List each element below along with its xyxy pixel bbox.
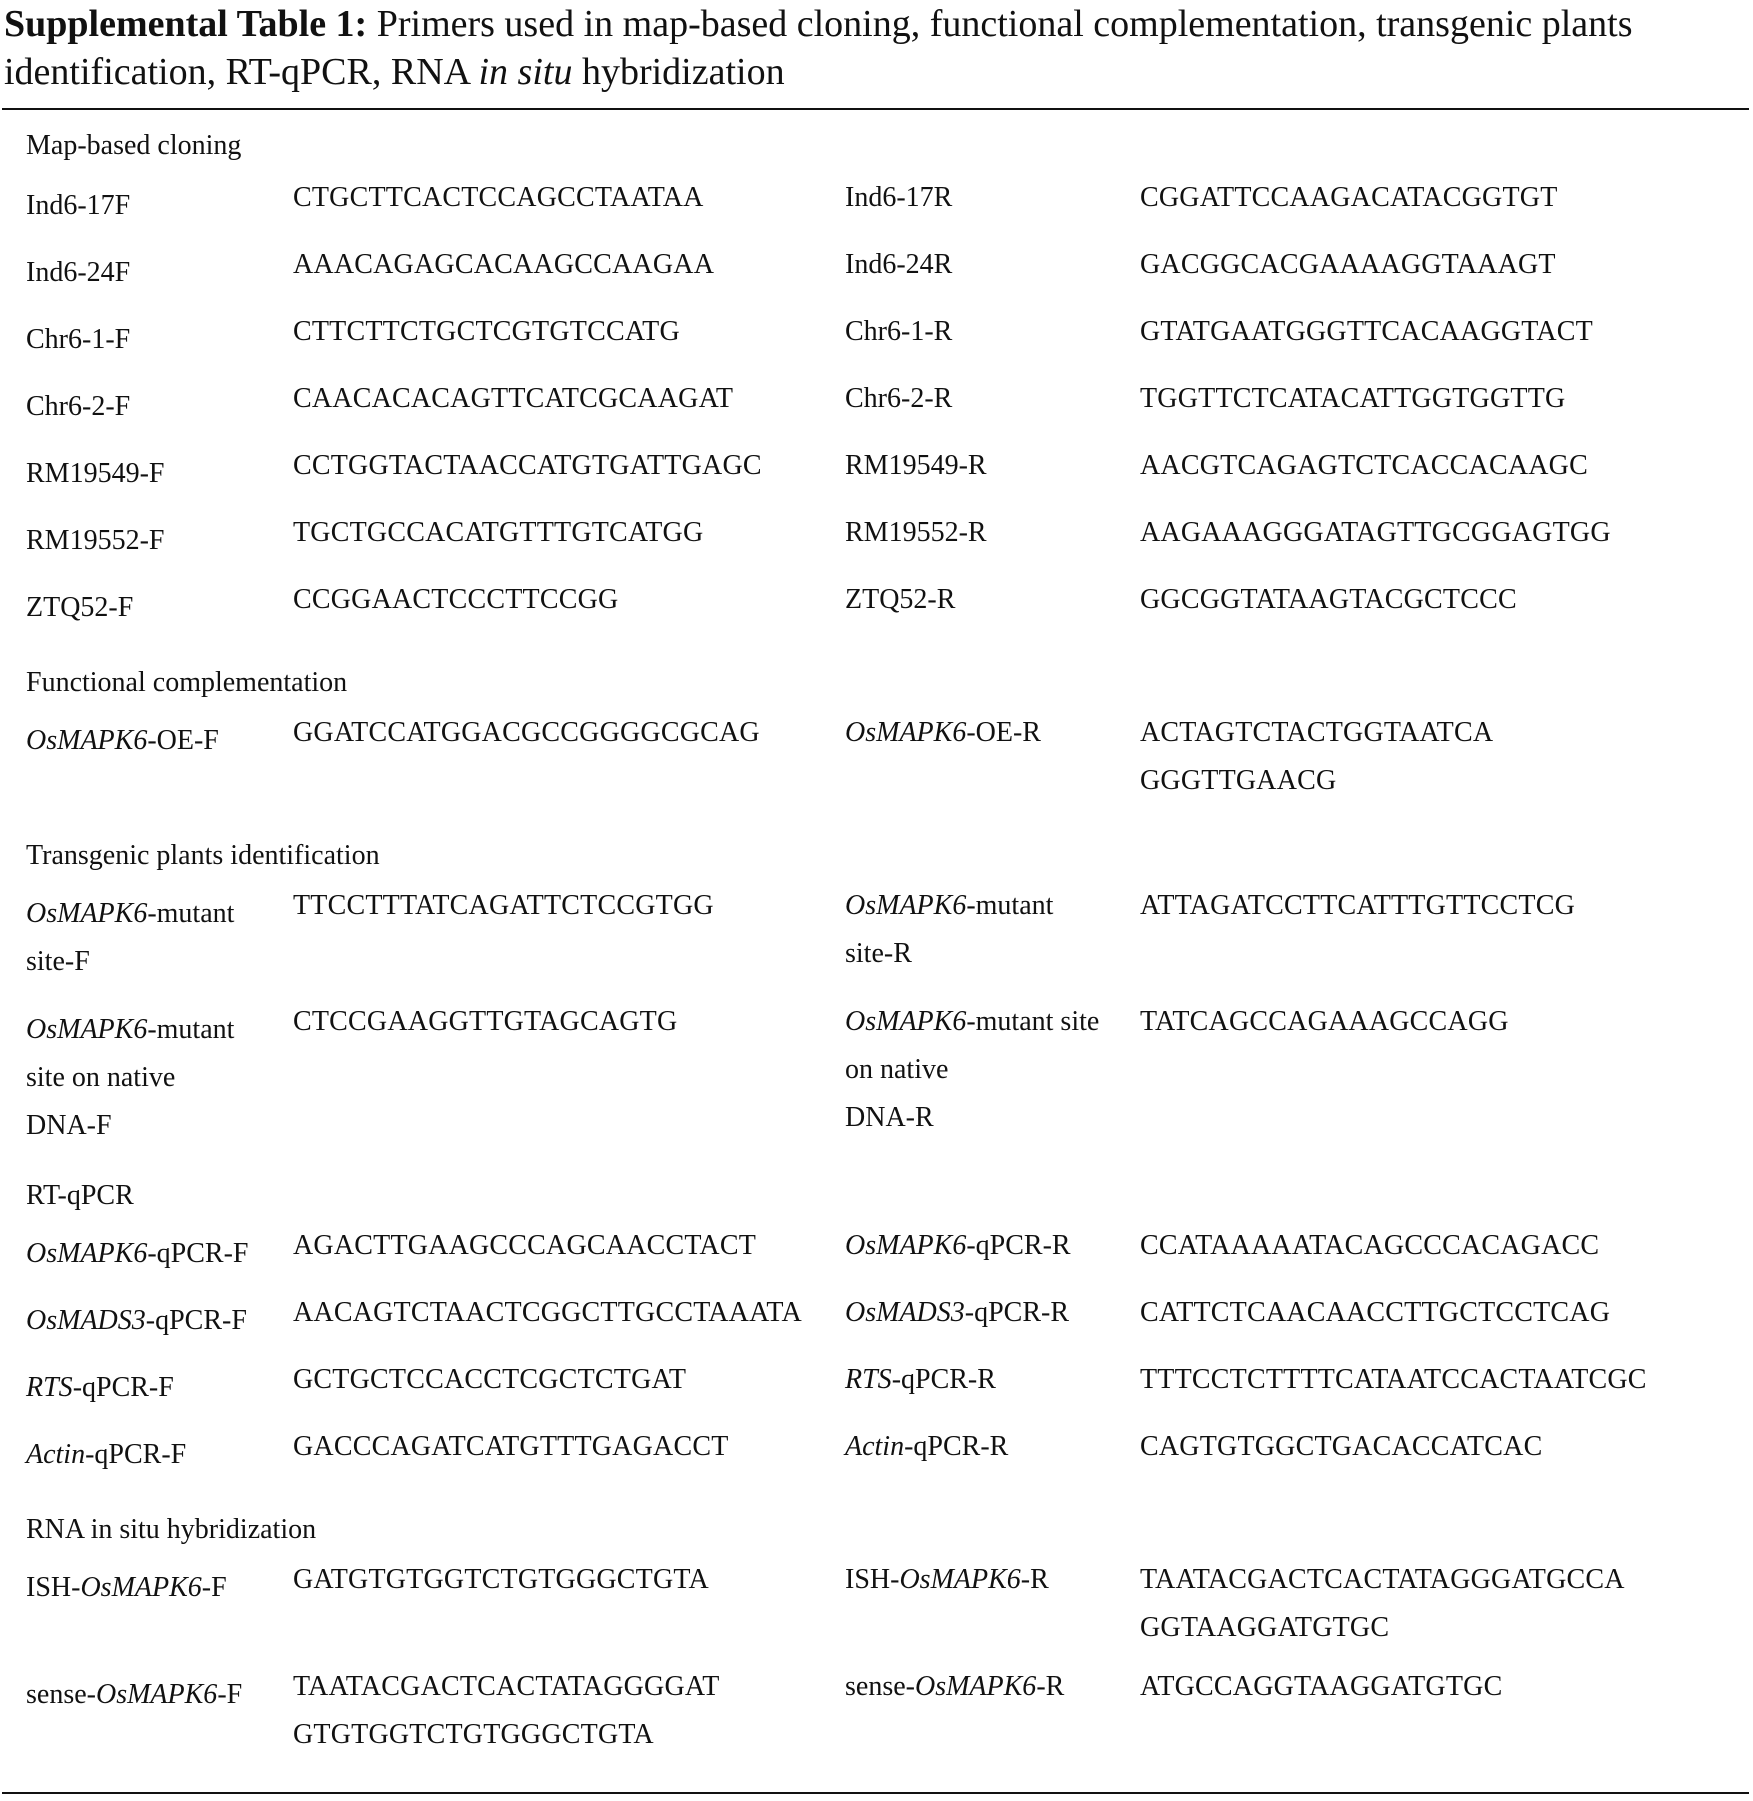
reverse-primer-sequence: CAGTGTGGCTGACACCATCAC [1140, 1431, 1543, 1462]
table-row [0, 1663, 1753, 1770]
forward-primer-name: ISH-OsMAPK6-F [26, 1572, 227, 1603]
reverse-primer-name: sense-OsMAPK6-R [845, 1671, 1065, 1702]
table-row [0, 998, 1753, 1156]
forward-primer-sequence: CAACACACAGTTCATCGCAAGAT [293, 383, 734, 414]
table-row [0, 1222, 1753, 1289]
reverse-primer-sequence: CCATAAAAATACAGCCCACAGACC [1140, 1230, 1600, 1261]
forward-primer-sequence: GCTGCTCCACCTCGCTCTGAT [293, 1364, 687, 1395]
forward-primer-name: Chr6-2-F [26, 391, 131, 422]
table-row [0, 442, 1753, 509]
section-title-transgenic: Transgenic plants identification [26, 840, 380, 871]
reverse-primer-name: ZTQ52-R [845, 584, 956, 615]
table-row [0, 241, 1753, 308]
forward-primer-sequence: GACCCAGATCATGTTTGAGACCT [293, 1431, 729, 1462]
table-caption [4, 0, 1749, 96]
forward-primer-name: OsMAPK6-OE-F [26, 725, 219, 756]
reverse-primer-name: Actin-qPCR-R [845, 1431, 1009, 1462]
reverse-primer-sequence: GTATGAATGGGTTCACAAGGTACT [1140, 316, 1593, 347]
section-title-functional-complementation: Functional complementation [26, 667, 348, 698]
rt-qpcr-rows [0, 1222, 1753, 1490]
forward-primer-sequence: GATGTGTGGTCTGTGGGCTGTA [293, 1564, 709, 1595]
reverse-primer-name: ISH-OsMAPK6-R [845, 1564, 1049, 1595]
reverse-primer-sequence: TTTCCTCTTTTCATAATCCACTAATCGC [1140, 1364, 1647, 1395]
reverse-primer-sequence: ATTAGATCCTTCATTTGTTCCTCG [1140, 890, 1575, 921]
forward-primer-sequence: AAACAGAGCACAAGCCAAGAA [293, 249, 715, 280]
reverse-primer-name: OsMADS3-qPCR-R [845, 1297, 1070, 1328]
forward-primer-sequence: TGCTGCCACATGTTTGTCATGG [293, 517, 704, 548]
reverse-primer-sequence: AACGTCAGAGTCTCACCACAAGC [1140, 450, 1588, 481]
caption-italic: in situ [478, 51, 573, 93]
forward-primer-name: OsMAPK6-qPCR-F [26, 1238, 249, 1269]
forward-primer-name: RTS-qPCR-F [26, 1372, 174, 1403]
forward-primer-name: RM19549-F [26, 458, 165, 489]
forward-primer-sequence: TTCCTTTATCAGATTCTCCGTGG [293, 890, 714, 921]
forward-primer-sequence: TAATACGACTCACTATAGGGGAT GTGTGGTCTGTGGGCTGTA [293, 1671, 720, 1750]
caption-text-end: hybridization [572, 51, 785, 93]
forward-primer-name: OsMADS3-qPCR-F [26, 1305, 247, 1336]
primer-table [0, 122, 1753, 1770]
reverse-primer-name: Chr6-1-R [845, 316, 953, 347]
reverse-primer-sequence: CGGATTCCAAGACATACGGTGT [1140, 182, 1558, 213]
forward-primer-name: OsMAPK6-mutant site on native DNA-F [26, 1014, 235, 1141]
table-row [0, 174, 1753, 241]
table-row [0, 882, 1753, 998]
table-row [0, 509, 1753, 576]
table-bottom-rule [2, 1792, 1749, 1794]
forward-primer-name: Ind6-24F [26, 257, 131, 288]
forward-primer-sequence: GGATCCATGGACGCCGGGGCGCAG [293, 717, 760, 748]
forward-primer-name: Chr6-1-F [26, 324, 131, 355]
table-row [0, 375, 1753, 442]
reverse-primer-sequence: TAATACGACTCACTATAGGGATGCCA GGTAAGGATGTGC [1140, 1564, 1625, 1643]
reverse-primer-name: OsMAPK6-OE-R [845, 717, 1041, 748]
reverse-primer-name: Chr6-2-R [845, 383, 953, 414]
table-row [0, 1289, 1753, 1356]
table-row [0, 308, 1753, 375]
forward-primer-name: ZTQ52-F [26, 592, 134, 623]
forward-primer-name: sense-OsMAPK6-F [26, 1679, 243, 1710]
section-title-rna-in-situ: RNA in situ hybridization [26, 1514, 317, 1545]
reverse-primer-sequence: ATGCCAGGTAAGGATGTGC [1140, 1671, 1503, 1702]
forward-primer-sequence: CTGCTTCACTCCAGCCTAATAA [293, 182, 704, 213]
forward-primer-sequence: CCGGAACTCCCTTCCGG [293, 584, 619, 615]
forward-primer-name: Ind6-17F [26, 190, 131, 221]
reverse-primer-sequence: AAGAAAGGGATAGTTGCGGAGTGG [1140, 517, 1611, 548]
forward-primer-sequence: CCTGGTACTAACCATGTGATTGAGC [293, 450, 762, 481]
reverse-primer-name: OsMAPK6-mutant site on native DNA-R [845, 1006, 1100, 1133]
forward-primer-sequence: AACAGTCTAACTCGGCTTGCCTAAATA [293, 1297, 802, 1328]
forward-primer-name: RM19552-F [26, 525, 165, 556]
forward-primer-name: Actin-qPCR-F [26, 1439, 187, 1470]
reverse-primer-sequence: TGGTTCTCATACATTGGTGGTTG [1140, 383, 1566, 414]
reverse-primer-sequence: TATCAGCCAGAAAGCCAGG [1140, 1006, 1509, 1037]
table-row [0, 709, 1753, 816]
table-row [0, 1356, 1753, 1423]
forward-primer-sequence: AGACTTGAAGCCCAGCAACCTACT [293, 1230, 757, 1261]
table-row [0, 576, 1753, 643]
reverse-primer-name: OsMAPK6-qPCR-R [845, 1230, 1071, 1261]
forward-primer-sequence: CTTCTTCTGCTCGTGTCCATG [293, 316, 680, 347]
section-title-map-based-cloning: Map-based cloning [26, 130, 242, 161]
reverse-primer-sequence: GGCGGTATAAGTACGCTCCC [1140, 584, 1517, 615]
reverse-primer-name: Ind6-17R [845, 182, 953, 213]
table-row [0, 1423, 1753, 1490]
table-row [0, 1556, 1753, 1663]
section-title-rt-qpcr: RT-qPCR [26, 1180, 134, 1211]
map-based-cloning-rows [0, 174, 1753, 643]
reverse-primer-name: OsMAPK6-mutant site-R [845, 890, 1054, 969]
forward-primer-sequence: CTCCGAAGGTTGTAGCAGTG [293, 1006, 678, 1037]
reverse-primer-name: RM19549-R [845, 450, 987, 481]
reverse-primer-name: Ind6-24R [845, 249, 953, 280]
reverse-primer-sequence: GACGGCACGAAAAGGTAAAGT [1140, 249, 1556, 280]
reverse-primer-name: RTS-qPCR-R [845, 1364, 996, 1395]
reverse-primer-sequence: CATTCTCAACAACCTTGCTCCTCAG [1140, 1297, 1611, 1328]
caption-text: Primers used in map-based cloning, functional complementation, transgenic plants identification, RT-qPCR, RNA [4, 3, 1633, 93]
caption-label: Supplemental Table 1: [4, 3, 368, 45]
reverse-primer-sequence: ACTAGTCTACTGGTAATCA GGGTTGAACG [1140, 717, 1494, 796]
table-top-rule [2, 108, 1749, 110]
reverse-primer-name: RM19552-R [845, 517, 987, 548]
forward-primer-name: OsMAPK6-mutant site-F [26, 898, 235, 977]
